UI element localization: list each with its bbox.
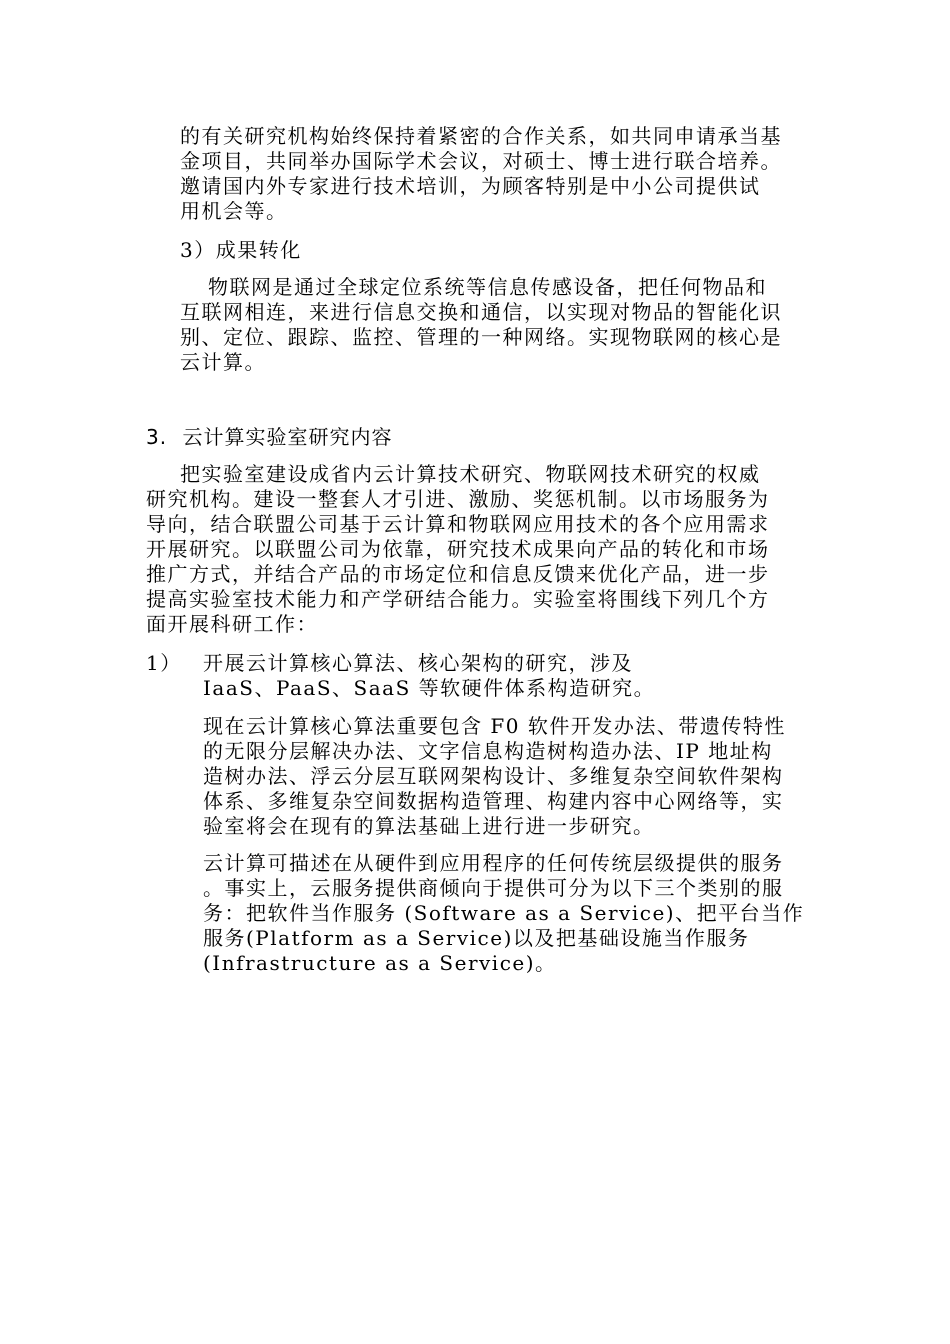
paragraph-5-line-4: 服务(Platform as a Service)以及把基础设施当作服务	[203, 926, 750, 950]
paragraph-5-line-5: (Infrastructure as a Service)。	[203, 951, 557, 975]
paragraph-4-line-2: 的无限分层解决办法、文字信息构造树构造办法、IP 地址构	[203, 739, 773, 763]
item-1-number: 1）	[146, 651, 182, 675]
paragraph-3-line-1: 把实验室建设成省内云计算技术研究、物联网技术研究的权威	[180, 462, 761, 486]
item-1-line-2: IaaS、PaaS、SaaS 等软硬件体系构造研究。	[203, 676, 656, 700]
paragraph-4-line-1: 现在云计算核心算法重要包含 F0 软件开发办法、带遗传特性	[203, 714, 786, 738]
paragraph-1-line-4: 用机会等。	[180, 199, 288, 223]
paragraph-5-line-3: 务：把软件当作服务 (Software as a Service)、把平台当作	[203, 901, 805, 925]
section-3-heading	[146, 425, 392, 449]
paragraph-3-line-3: 导向，结合联盟公司基于云计算和物联网应用技术的各个应用需求	[146, 512, 770, 536]
paragraph-2-line-1: 物联网是通过全球定位系统等信息传感设备，把任何物品和	[208, 275, 767, 299]
paragraph-3-line-6: 提高实验室技术能力和产学研结合能力。实验室将围线下列几个方	[146, 587, 770, 611]
paragraph-1-line-2: 金项目，共同举办国际学术会议，对硕士、博士进行联合培养。	[180, 149, 782, 173]
paragraph-2-line-4: 云计算。	[180, 350, 266, 374]
paragraph-3-line-2: 研究机构。建设一整套人才引进、激励、奖惩机制。以市场服务为	[146, 487, 770, 511]
paragraph-1-line-1: 的有关研究机构始终保持着紧密的合作关系，如共同申请承当基	[180, 124, 782, 148]
paragraph-5-line-2: 。事实上，云服务提供商倾向于提供可分为以下三个类别的服	[203, 876, 784, 900]
paragraph-4-line-3: 造树办法、浮云分层互联网架构设计、多维复杂空间软件架构	[203, 764, 784, 788]
subheading-results-transfer: 3）成果转化	[180, 238, 302, 262]
section-3-title: 云计算实验室研究内容	[182, 425, 393, 449]
paragraph-3-line-5: 推广方式，并结合产品的市场定位和信息反馈来优化产品，进一步	[146, 562, 770, 586]
paragraph-2-line-2: 互联网相连，来进行信息交换和通信，以实现对物品的智能化识	[180, 300, 782, 324]
paragraph-3-line-7: 面开展科研工作：	[146, 612, 318, 636]
paragraph-3-line-4: 开展研究。以联盟公司为依靠，研究技术成果向产品的转化和市场	[146, 537, 770, 561]
paragraph-2-line-3: 别、定位、跟踪、监控、管理的一种网络。实现物联网的核心是	[180, 325, 782, 349]
section-3-number: 3.	[146, 425, 168, 449]
paragraph-1-line-3: 邀请国内外专家进行技术培训，为顾客特别是中小公司提供试	[180, 174, 761, 198]
paragraph-4-line-5: 验室将会在现有的算法基础上进行进一步研究。	[203, 814, 655, 838]
paragraph-5-line-1: 云计算可描述在从硬件到应用程序的任何传统层级提供的服务	[203, 851, 784, 875]
paragraph-4-line-4: 体系、多维复杂空间数据构造管理、构建内容中心网络等，实	[203, 789, 784, 813]
item-1-line-1: 开展云计算核心算法、核心架构的研究，涉及	[203, 651, 633, 675]
